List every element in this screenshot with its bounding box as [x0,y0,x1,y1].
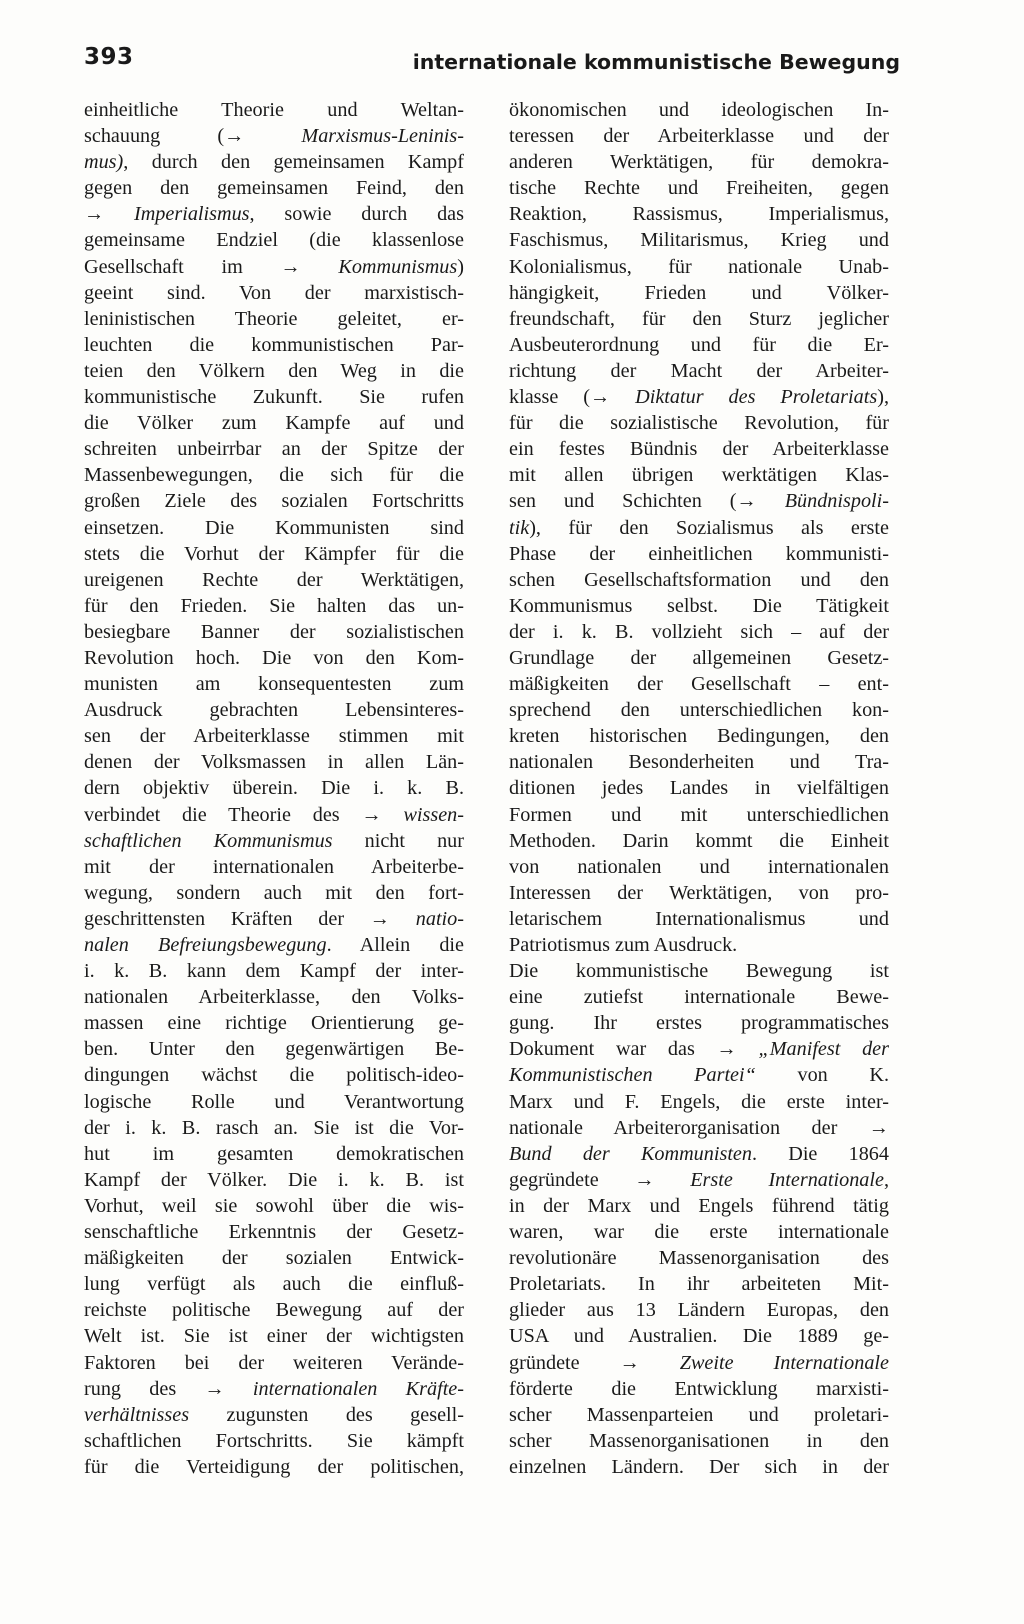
text-line [84,149,464,175]
text-segment: geeint sind. Von der marxistisch- [84,281,464,304]
text-line [509,1454,889,1480]
text-segment: Revolution hoch. Die von den Kom- [84,646,464,669]
text-line [509,880,889,906]
text-line [84,175,464,201]
text-line [509,149,889,175]
text-line [509,123,889,149]
text-segment: nationale Arbeiterorganisation der → [509,1116,889,1139]
text-line [84,515,464,541]
text-line [509,645,889,671]
text-segment: ) [457,255,464,278]
text-segment: gründete → [509,1351,680,1374]
text-line [84,1141,464,1167]
text-segment: gegründete → [509,1168,691,1191]
italic-term: schaftlichen Kommunismus [84,829,333,852]
text-segment: Massenbewegungen, die sich für die [84,464,464,487]
text-segment: eine zutiefst internationale Bewe- [509,986,889,1009]
text-line [509,1219,889,1245]
text-segment: Patriotismus zum Ausdruck. [509,934,738,956]
text-segment: Ausbeuterordnung und für die Er- [509,333,889,356]
text-line [84,488,464,514]
text-segment: reichste politische Bewegung auf der [84,1299,464,1322]
text-line [509,1010,889,1036]
text-line [509,1115,889,1141]
italic-term: Erste Internationale [690,1168,884,1191]
text-segment: der i. k. B. vollzieht sich – auf der [509,620,889,643]
text-segment: nicht nur [332,829,464,852]
text-segment: , sowie durch das [249,203,464,226]
italic-term: Diktatur des Proletariats [635,386,878,409]
text-line [84,1245,464,1271]
italic-term: natio- [415,907,464,930]
text-segment: munisten am konsequentesten zum [84,673,464,696]
text-line [509,593,889,619]
text-line [84,1271,464,1297]
text-segment: leuchten die kommunistischen Par- [84,333,464,356]
text-line [84,1402,464,1428]
text-line [509,984,889,1010]
text-segment: dern objektiv überein. Die i. k. B. [84,777,464,800]
text-line [509,671,889,697]
text-segment: scher Massenparteien und proletari- [509,1403,889,1426]
text-line [509,1323,889,1349]
text-segment: einsetzen. Die Kommunisten sind [84,516,464,539]
text-segment: ein festes Bündnis der Arbeiterklasse [509,438,889,461]
text-segment: ben. Unter den gegenwärtigen Be- [84,1038,464,1061]
text-line [509,436,889,462]
text-line [84,593,464,619]
text-line [509,1402,889,1428]
text-line [509,775,889,801]
text-line [84,619,464,645]
italic-term: wissen- [403,803,464,826]
text-segment: Faschismus, Militarismus, Krieg und [509,229,889,252]
text-segment: kommunistische Zukunft. Sie rufen [84,386,464,409]
text-line [509,410,889,436]
text-segment: freundschaft, für den Sturz jeglicher [509,307,889,330]
text-segment: revolutionäre Massenorganisation des [509,1247,889,1270]
text-segment: der i. k. B. rasch an. Sie ist die Vor- [84,1116,464,1139]
text-segment: gung. Ihr erstes programmatisches [509,1012,889,1035]
italic-term: Kommunistischen Partei“ [509,1064,756,1087]
text-segment: denen der Volksmassen in allen Län- [84,751,464,774]
text-line [509,358,889,384]
text-segment: Proletariats. In ihr arbeiteten Mit- [509,1273,889,1296]
text-segment: Welt ist. Sie ist einer der wichtigsten [84,1325,464,1348]
right-column [509,97,889,1480]
text-segment: → [84,203,134,226]
text-segment: Formen und mit unterschiedlichen [509,803,889,826]
text-segment: Kampf der Völker. Die i. k. B. ist [84,1168,464,1191]
text-line [84,723,464,749]
text-line [84,567,464,593]
italic-term: verhältnisses [84,1403,190,1426]
text-line [84,332,464,358]
text-line [509,828,889,854]
text-line [509,541,889,567]
text-line [84,906,464,932]
article-body [84,97,900,1602]
text-line [84,1036,464,1062]
text-segment: teressen der Arbeiterklasse und der [509,125,889,148]
text-line [509,697,889,723]
italic-term: Bündnispoli- [784,490,889,513]
text-line [509,515,889,541]
text-line [84,671,464,697]
text-line [509,227,889,253]
text-line [84,645,464,671]
text-line [84,958,464,984]
text-segment: ditionen jedes Landes in vielfältigen [509,777,889,800]
text-segment: senschaftliche Erkenntnis der Gesetz- [84,1221,464,1244]
text-segment: rung des → [84,1377,253,1400]
text-line [84,1062,464,1088]
text-segment: sen und Schichten (→ [509,490,785,513]
text-line [509,1193,889,1219]
text-segment: waren, war die erste internationale [509,1221,889,1244]
text-segment: . Die 1864 [751,1142,889,1165]
text-segment: Dokument war das → [509,1038,759,1061]
text-segment: in der Marx und Engels führend tätig [509,1194,889,1217]
text-line [509,854,889,880]
text-segment: kreten historischen Bedingungen, den [509,725,889,748]
text-line [84,1193,464,1219]
text-line [84,1089,464,1115]
text-line [509,958,889,984]
text-segment: anderen Werktätigen, für demokra- [509,151,889,174]
text-segment: Marx und F. Engels, die erste inter- [509,1090,889,1113]
text-segment: nationalen Arbeiterklasse, den Volks- [84,986,464,1009]
text-line [84,123,464,149]
italic-term: „Manifest der [758,1038,889,1061]
text-line [84,1350,464,1376]
text-line [84,1297,464,1323]
italic-term: → Marxismus-Leninis- [224,125,464,148]
text-segment: Gesellschaft im → [84,255,339,278]
text-line [509,1350,889,1376]
text-line [84,1323,464,1349]
italic-term: Zweite Internationale [679,1351,889,1374]
page-header [84,44,900,94]
text-segment: gemeinsame Endziel (die klassenlose [84,229,464,252]
text-segment: für die Verteidigung der politischen, [84,1455,464,1478]
italic-term: internationalen Kräfte- [252,1377,464,1400]
text-line [84,1428,464,1454]
text-segment: , durch den gemeinsamen Kampf [123,151,464,174]
text-line [84,1376,464,1402]
text-segment: Methoden. Darin kommt die Einheit [509,829,889,852]
text-line [509,619,889,645]
text-segment: glieder aus 13 Ländern Europas, den [509,1299,889,1322]
text-segment: . Allein die [326,934,464,956]
italic-term: tik [509,516,530,539]
text-line [84,541,464,567]
text-segment: dingungen wächst die politisch-ideo- [84,1064,464,1087]
italic-term: Kommunismus [338,255,458,278]
text-segment: mit allen übrigen werktätigen Klas- [509,464,889,487]
text-segment: ureigenen Rechte der Werktätigen, [84,568,464,591]
text-line [509,567,889,593]
text-segment: Die kommunistische Bewegung ist [509,960,889,983]
text-segment: i. k. B. kann dem Kampf der inter- [84,960,464,983]
text-segment: besiegbare Banner der sozialistischen [84,620,464,643]
text-line [509,201,889,227]
text-segment: schreiten unbeirrbar an der Spitze der [84,438,464,461]
text-segment: verbindet die Theorie des → [84,803,404,826]
text-line [509,1141,889,1167]
text-segment: , [883,1168,889,1191]
text-segment: zugunsten des gesell- [189,1403,464,1426]
text-line [84,384,464,410]
text-line [509,1062,889,1088]
text-segment: hut im gesamten demokratischen [84,1142,464,1165]
text-segment: schen Gesellschaftsformation und den [509,568,889,591]
text-line [509,1245,889,1271]
text-segment: gegen den gemeinsamen Feind, den [84,177,464,200]
text-line [84,1454,464,1480]
text-line [509,1428,889,1454]
text-segment: förderte die Entwicklung marxisti- [509,1377,889,1400]
text-segment: leninistischen Theorie geleitet, er- [84,307,464,330]
text-line [509,280,889,306]
text-line [84,854,464,880]
text-segment: für den Frieden. Sie halten das un- [84,594,464,617]
text-line [509,802,889,828]
text-segment: scher Massenorganisationen in den [509,1429,889,1452]
text-line [84,697,464,723]
text-segment: Kommunismus selbst. Die Tätigkeit [509,594,889,617]
text-line [84,97,464,123]
text-segment: sen der Arbeiterklasse stimmen mit [84,725,464,748]
text-line [509,175,889,201]
text-line [509,1271,889,1297]
text-line [84,227,464,253]
text-segment: ), [877,386,889,409]
text-segment: lung verfügt als auch die einfluß- [84,1273,464,1296]
text-segment: ), für den Sozialismus als erste [529,516,889,539]
text-segment: einzelnen Ländern. Der sich in der [509,1455,889,1478]
text-segment: geschrittensten Kräften der → [84,907,416,930]
text-segment: großen Ziele des sozialen Fortschritts [84,490,464,513]
text-segment: Interessen der Werktätigen, von pro- [509,881,889,904]
text-segment: mäßigkeiten der Gesellschaft – ent- [509,673,889,696]
text-segment: Kolonialismus, für nationale Unab- [509,255,889,278]
text-line [509,254,889,280]
text-segment: tische Rechte und Freiheiten, gegen [509,177,889,200]
text-line [509,462,889,488]
text-line [509,723,889,749]
text-line [84,880,464,906]
text-segment: Phase der einheitlichen kommunisti- [509,542,889,565]
text-segment: wegung, sondern auch mit den fort- [84,881,464,904]
text-line [84,436,464,462]
italic-term: Bund der Kommunisten [509,1142,752,1165]
text-line [84,932,464,958]
text-line [84,828,464,854]
text-segment: Ausdruck gebrachten Lebensinteres- [84,699,464,722]
text-segment: klasse (→ [509,386,636,409]
text-line [509,1376,889,1402]
text-segment: USA und Australien. Die 1889 ge- [509,1325,889,1348]
italic-term: Imperialismus [134,203,250,226]
text-line [84,410,464,436]
text-line [509,384,889,410]
text-segment: mit der internationalen Arbeiterbe- [84,855,464,878]
text-line [509,306,889,332]
text-line [509,1089,889,1115]
italic-term: nalen Befreiungsbewegung [84,934,327,956]
running-head: internationale kommunistische Bewegung [412,50,900,74]
text-segment: einheitliche Theorie und Weltan- [84,99,464,121]
text-line [84,201,464,227]
text-segment: nationalen Besonderheiten und Tra- [509,751,889,774]
text-line [84,1115,464,1141]
text-line [84,1010,464,1036]
text-line [84,254,464,280]
text-segment: schauung ( [84,125,225,148]
text-segment: Reaktion, Rassismus, Imperialismus, [509,203,889,226]
text-line [509,906,889,932]
text-line [84,462,464,488]
text-line [509,1167,889,1193]
text-segment: Vorhut, weil sie sowohl über die wis- [84,1194,464,1217]
text-line [84,984,464,1010]
text-line [84,280,464,306]
text-line [84,1167,464,1193]
text-segment: für die sozialistische Revolution, für [509,412,889,435]
text-line [509,1036,889,1062]
text-segment: von K. [755,1064,889,1087]
left-column [84,97,464,1480]
text-segment: Grundlage der allgemeinen Gesetz- [509,646,889,669]
text-segment: richtung der Macht der Arbeiter- [509,359,889,382]
page-number: 393 [84,44,134,70]
text-segment: letarischem Internationalismus und [509,907,889,930]
text-segment: mäßigkeiten der sozialen Entwick- [84,1247,464,1270]
text-line [509,932,889,958]
text-segment: Faktoren bei der weiteren Verände- [84,1351,464,1374]
text-line [509,1297,889,1323]
text-line [509,749,889,775]
text-segment: hängigkeit, Frieden und Völker- [509,281,889,304]
text-line [84,1219,464,1245]
text-segment: die Völker zum Kampfe auf und [84,412,464,435]
italic-term: mus) [84,151,124,174]
text-line [84,358,464,384]
text-segment: logische Rolle und Verantwortung [84,1090,464,1113]
text-segment: stets die Vorhut der Kämpfer für die [84,542,464,565]
text-segment: sprechend den unterschiedlichen kon- [509,699,889,722]
text-segment: schaftlichen Fortschritts. Sie kämpft [84,1429,464,1452]
text-segment: von nationalen und internationalen [509,855,889,878]
text-line [84,306,464,332]
text-segment: teien den Völkern den Weg in die [84,359,464,382]
text-segment: massen eine richtige Orientierung ge- [84,1012,464,1035]
text-line [509,97,889,123]
text-line [84,775,464,801]
text-line [84,802,464,828]
text-line [509,488,889,514]
text-line [84,749,464,775]
text-line [509,332,889,358]
text-segment: ökonomischen und ideologischen In- [509,99,889,121]
